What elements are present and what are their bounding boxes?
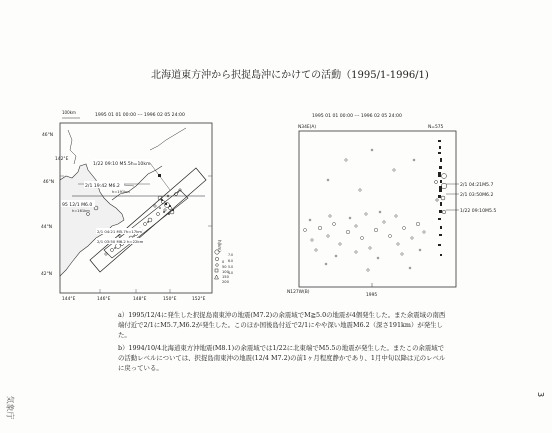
side-note: 気象庁	[5, 395, 15, 420]
depth-legend-200: 200	[222, 280, 229, 284]
depth-legend-50: 50	[222, 265, 227, 269]
mag-legend-6: 6.0	[228, 259, 234, 263]
timeplot-dots	[304, 149, 426, 271]
lat-label-46: 46°N	[42, 133, 54, 138]
map-period: 1995 01 01 00:00 --- 1996 02 05 24:00	[95, 113, 185, 118]
lon-label-148: 148°E	[133, 297, 147, 302]
svg-text:46°N: 46°N	[43, 180, 55, 185]
depth-legend-150: 150	[222, 275, 229, 279]
map-annotation-2: 2/1 19:42 M6.2	[85, 184, 120, 189]
depth-legend-0: 0	[222, 260, 225, 264]
map-annotation-7: 2/1 03:50 M6.2 h=22km	[97, 239, 144, 244]
caption-b: b）1994/10/4北海道東方沖地震(M8.1)の余震域では1/22に北東端でM5.5の地震が発生した。またこの余震域での活動レベルについては、択捉島南東沖の地震(12/4 M7.2)の前1ヶ月程度静かであり、1月中旬以降は元のレベルに戻っている。	[118, 343, 446, 373]
lat-label-side: 142°E	[55, 157, 69, 162]
map-annotation-6: 2/1 04:21 M5.7h=17km	[97, 229, 143, 234]
mag-legend-5: 5.0	[228, 265, 234, 269]
map-annotation-5: h=161km	[72, 209, 90, 213]
map-annotation-3: h=191km	[112, 190, 130, 194]
page-title: 北海道東方沖から択捉島沖にかけての活動（1995/1-1996/1)	[151, 70, 429, 81]
timeplot-top-right: N=575	[428, 125, 444, 130]
lat-label-44: 44°N	[41, 225, 53, 230]
timeplot-period: 1995 01 01 00:00 --- 1996 02 05 24:00	[312, 114, 402, 119]
caption-a: a）1995/12/4に発生した択捉島南東沖の地震(M7.2)の余震域でM≧5.0の地震が4個発生した。また余震域の南西端付近で2/1にM5.7,M6.2が発生した。このほか国後島付近で2/1にやや深い地震M6.2（深さ191km）が発生した。	[118, 311, 446, 340]
mag-legend-4: 4.0	[228, 271, 234, 275]
timeplot-x-label: 1995	[366, 293, 378, 298]
map-annotation-1: 1/22 09:10 M5.5h=10km	[93, 162, 151, 167]
timeplot-annotation-1: 2/1 04:21M5.7	[460, 183, 494, 188]
page-number: 3	[536, 391, 546, 398]
timeplot-annotation-3: 1/22 09:10M5.5	[460, 209, 497, 214]
figure-caption	[118, 310, 448, 375]
lon-label-150: 150°E	[163, 297, 177, 302]
map-annotation-4: 95 12/1 M6.0	[62, 203, 93, 208]
lon-label-152: 152°E	[192, 297, 206, 302]
map-scale: 100km	[62, 110, 76, 115]
mag-legend-7: 7.0	[228, 253, 234, 257]
depth-legend-100: 100	[222, 270, 229, 274]
timeplot-frame	[299, 131, 456, 287]
timeplot-top-left: N34E(A)	[298, 125, 317, 130]
depth-legend-title: h(km)	[217, 240, 222, 252]
timeplot-annotation-2: 2/1 03:50M6.2	[460, 193, 494, 198]
lon-label-146: 146°E	[97, 297, 111, 302]
timeplot-bottom-left: N127W(B)	[287, 290, 310, 295]
lon-label-144: 144°E	[62, 297, 76, 302]
lat-label-42: 42°N	[41, 272, 53, 277]
